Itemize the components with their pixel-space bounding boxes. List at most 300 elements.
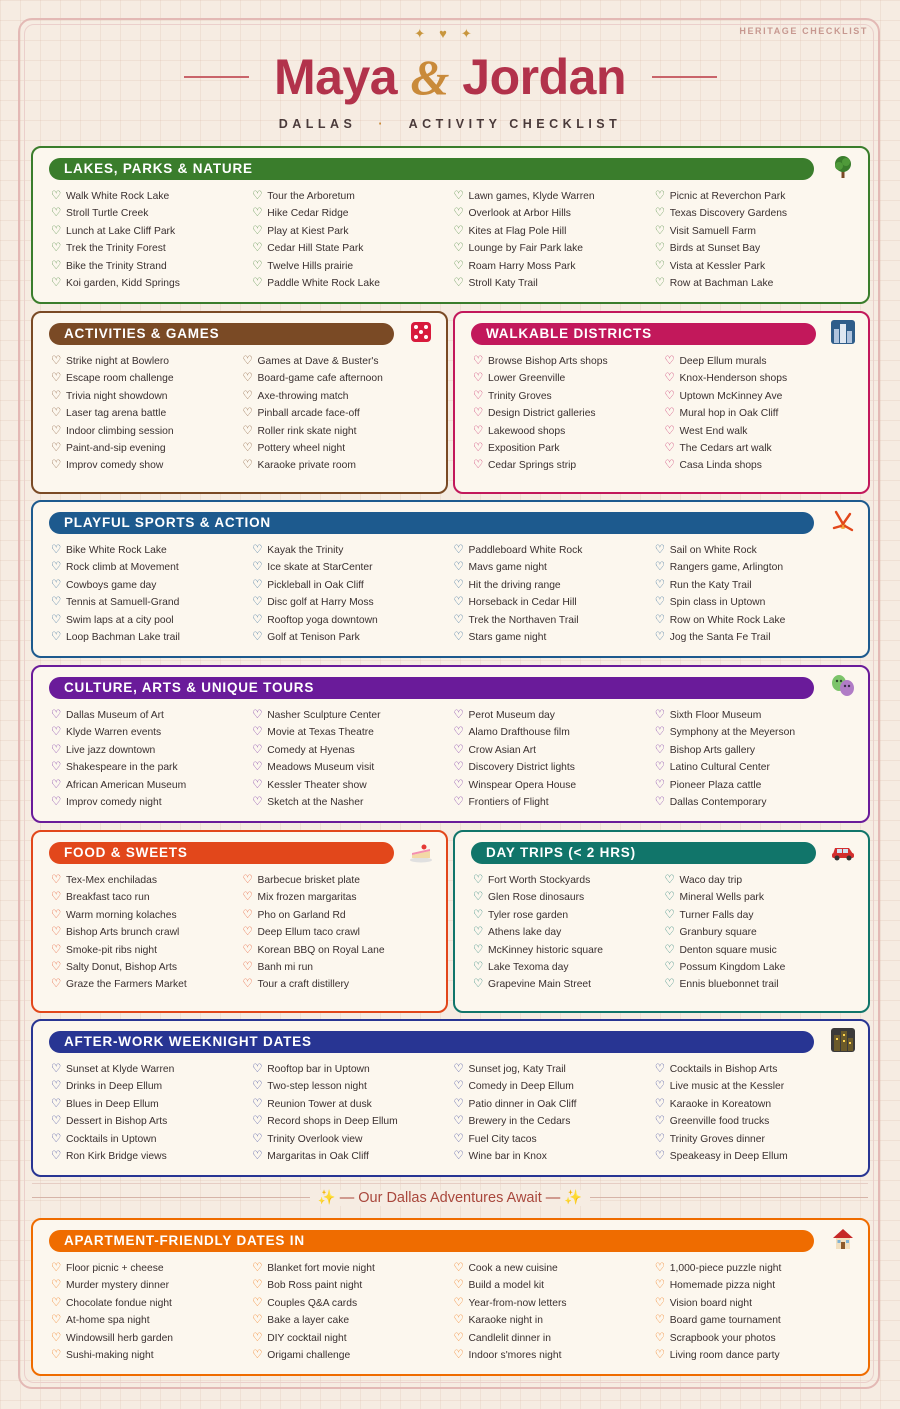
checklist-item[interactable] bbox=[252, 559, 453, 576]
heart-checkbox-icon[interactable]: ♡ bbox=[51, 578, 62, 591]
heart-checkbox-icon[interactable]: ♡ bbox=[51, 1080, 62, 1093]
checklist-item[interactable] bbox=[51, 205, 252, 222]
checklist-item[interactable] bbox=[51, 707, 252, 724]
checklist-item[interactable] bbox=[655, 188, 856, 205]
heart-checkbox-icon[interactable]: ♡ bbox=[654, 242, 666, 255]
checklist-item[interactable] bbox=[51, 440, 243, 457]
checklist-item[interactable] bbox=[665, 889, 857, 906]
heart-checkbox-icon[interactable]: ♡ bbox=[473, 891, 484, 904]
checklist-item[interactable] bbox=[51, 405, 243, 422]
checklist-item[interactable] bbox=[243, 423, 435, 440]
checklist-item[interactable] bbox=[454, 707, 655, 724]
heart-checkbox-icon[interactable]: ♡ bbox=[654, 1132, 666, 1145]
checklist-item[interactable] bbox=[51, 889, 243, 906]
heart-checkbox-icon[interactable]: ♡ bbox=[664, 943, 675, 956]
heart-checkbox-icon[interactable]: ♡ bbox=[252, 544, 263, 556]
checklist-item[interactable] bbox=[454, 1113, 655, 1130]
checklist-item[interactable] bbox=[252, 1113, 453, 1130]
heart-checkbox-icon[interactable]: ♡ bbox=[242, 960, 253, 973]
checklist-item[interactable] bbox=[665, 370, 857, 387]
checklist-item[interactable] bbox=[665, 942, 857, 959]
heart-checkbox-icon[interactable]: ♡ bbox=[252, 1115, 263, 1128]
heart-checkbox-icon[interactable]: ♡ bbox=[252, 795, 263, 808]
checklist-item[interactable] bbox=[473, 388, 665, 405]
checklist-item[interactable] bbox=[473, 924, 665, 941]
heart-checkbox-icon[interactable]: ♡ bbox=[453, 795, 464, 808]
heart-checkbox-icon[interactable]: ♡ bbox=[654, 613, 666, 626]
checklist-item[interactable] bbox=[51, 1148, 252, 1165]
heart-checkbox-icon[interactable]: ♡ bbox=[51, 1149, 62, 1162]
heart-checkbox-icon[interactable]: ♡ bbox=[654, 1063, 666, 1075]
heart-checkbox-icon[interactable]: ♡ bbox=[654, 1331, 666, 1344]
checklist-item[interactable] bbox=[665, 872, 857, 889]
checklist-item[interactable] bbox=[473, 942, 665, 959]
heart-checkbox-icon[interactable]: ♡ bbox=[242, 874, 253, 886]
heart-checkbox-icon[interactable]: ♡ bbox=[252, 761, 263, 774]
checklist-item[interactable] bbox=[655, 205, 856, 222]
heart-checkbox-icon[interactable]: ♡ bbox=[664, 407, 675, 420]
heart-checkbox-icon[interactable]: ♡ bbox=[51, 224, 62, 237]
heart-checkbox-icon[interactable]: ♡ bbox=[51, 978, 62, 991]
checklist-item[interactable] bbox=[655, 1113, 856, 1130]
heart-checkbox-icon[interactable]: ♡ bbox=[51, 441, 62, 454]
checklist-item[interactable] bbox=[51, 1096, 252, 1113]
heart-checkbox-icon[interactable]: ♡ bbox=[654, 207, 666, 220]
heart-checkbox-icon[interactable]: ♡ bbox=[473, 441, 484, 454]
checklist-item[interactable] bbox=[51, 1061, 252, 1078]
checklist-item[interactable] bbox=[243, 942, 435, 959]
checklist-item[interactable] bbox=[473, 976, 665, 993]
checklist-item[interactable] bbox=[243, 959, 435, 976]
heart-checkbox-icon[interactable]: ♡ bbox=[654, 596, 666, 609]
heart-checkbox-icon[interactable]: ♡ bbox=[453, 190, 464, 202]
checklist-item[interactable] bbox=[51, 423, 243, 440]
heart-checkbox-icon[interactable]: ♡ bbox=[473, 960, 484, 973]
heart-checkbox-icon[interactable]: ♡ bbox=[252, 561, 263, 574]
checklist-item[interactable] bbox=[51, 223, 252, 240]
checklist-item[interactable] bbox=[243, 889, 435, 906]
heart-checkbox-icon[interactable]: ♡ bbox=[453, 743, 464, 756]
checklist-item[interactable] bbox=[252, 223, 453, 240]
checklist-item[interactable] bbox=[454, 1061, 655, 1078]
heart-checkbox-icon[interactable]: ♡ bbox=[51, 778, 62, 791]
heart-checkbox-icon[interactable]: ♡ bbox=[242, 459, 253, 472]
checklist-item[interactable] bbox=[243, 405, 435, 422]
heart-checkbox-icon[interactable]: ♡ bbox=[51, 459, 62, 472]
checklist-item[interactable] bbox=[51, 542, 252, 559]
heart-checkbox-icon[interactable]: ♡ bbox=[654, 726, 666, 739]
heart-checkbox-icon[interactable]: ♡ bbox=[664, 908, 675, 921]
checklist-item[interactable] bbox=[454, 559, 655, 576]
heart-checkbox-icon[interactable]: ♡ bbox=[453, 1348, 464, 1361]
heart-checkbox-icon[interactable]: ♡ bbox=[252, 207, 263, 220]
checklist-item[interactable] bbox=[454, 542, 655, 559]
heart-checkbox-icon[interactable]: ♡ bbox=[242, 389, 253, 402]
checklist-item[interactable] bbox=[655, 742, 856, 759]
heart-checkbox-icon[interactable]: ♡ bbox=[654, 276, 666, 289]
heart-checkbox-icon[interactable]: ♡ bbox=[51, 355, 62, 367]
checklist-item[interactable] bbox=[655, 542, 856, 559]
heart-checkbox-icon[interactable]: ♡ bbox=[654, 743, 666, 756]
heart-checkbox-icon[interactable]: ♡ bbox=[252, 259, 263, 272]
heart-checkbox-icon[interactable]: ♡ bbox=[51, 561, 62, 574]
heart-checkbox-icon[interactable]: ♡ bbox=[51, 613, 62, 626]
checklist-item[interactable] bbox=[655, 1295, 856, 1312]
heart-checkbox-icon[interactable]: ♡ bbox=[51, 259, 62, 272]
heart-checkbox-icon[interactable]: ♡ bbox=[51, 795, 62, 808]
checklist-item[interactable] bbox=[454, 258, 655, 275]
heart-checkbox-icon[interactable]: ♡ bbox=[51, 424, 62, 437]
heart-checkbox-icon[interactable]: ♡ bbox=[51, 596, 62, 609]
heart-checkbox-icon[interactable]: ♡ bbox=[252, 1331, 263, 1344]
checklist-item[interactable] bbox=[655, 258, 856, 275]
heart-checkbox-icon[interactable]: ♡ bbox=[242, 407, 253, 420]
heart-checkbox-icon[interactable]: ♡ bbox=[252, 224, 263, 237]
heart-checkbox-icon[interactable]: ♡ bbox=[242, 424, 253, 437]
checklist-item[interactable] bbox=[252, 240, 453, 257]
heart-checkbox-icon[interactable]: ♡ bbox=[664, 891, 675, 904]
checklist-item[interactable] bbox=[252, 1347, 453, 1364]
heart-checkbox-icon[interactable]: ♡ bbox=[51, 1331, 62, 1344]
checklist-item[interactable] bbox=[454, 577, 655, 594]
heart-checkbox-icon[interactable]: ♡ bbox=[252, 778, 263, 791]
heart-checkbox-icon[interactable]: ♡ bbox=[473, 355, 484, 367]
checklist-item[interactable] bbox=[243, 457, 435, 474]
checklist-item[interactable] bbox=[252, 205, 453, 222]
heart-checkbox-icon[interactable]: ♡ bbox=[664, 960, 675, 973]
heart-checkbox-icon[interactable]: ♡ bbox=[473, 926, 484, 939]
checklist-item[interactable] bbox=[51, 724, 252, 741]
checklist-item[interactable] bbox=[252, 1295, 453, 1312]
heart-checkbox-icon[interactable]: ♡ bbox=[453, 1262, 464, 1274]
checklist-item[interactable] bbox=[655, 794, 856, 811]
heart-checkbox-icon[interactable]: ♡ bbox=[242, 372, 253, 385]
checklist-item[interactable] bbox=[51, 759, 252, 776]
heart-checkbox-icon[interactable]: ♡ bbox=[242, 978, 253, 991]
checklist-item[interactable] bbox=[655, 559, 856, 576]
heart-checkbox-icon[interactable]: ♡ bbox=[51, 761, 62, 774]
checklist-item[interactable] bbox=[473, 405, 665, 422]
heart-checkbox-icon[interactable]: ♡ bbox=[51, 1063, 62, 1075]
checklist-item[interactable] bbox=[454, 1078, 655, 1095]
heart-checkbox-icon[interactable]: ♡ bbox=[664, 355, 675, 367]
heart-checkbox-icon[interactable]: ♡ bbox=[453, 224, 464, 237]
checklist-item[interactable] bbox=[252, 724, 453, 741]
heart-checkbox-icon[interactable]: ♡ bbox=[654, 778, 666, 791]
checklist-item[interactable] bbox=[51, 370, 243, 387]
checklist-item[interactable] bbox=[655, 759, 856, 776]
heart-checkbox-icon[interactable]: ♡ bbox=[453, 259, 464, 272]
heart-checkbox-icon[interactable]: ♡ bbox=[252, 1279, 263, 1292]
checklist-item[interactable] bbox=[252, 1131, 453, 1148]
heart-checkbox-icon[interactable]: ♡ bbox=[453, 778, 464, 791]
checklist-item[interactable] bbox=[454, 1295, 655, 1312]
checklist-item[interactable] bbox=[51, 1131, 252, 1148]
heart-checkbox-icon[interactable]: ♡ bbox=[252, 596, 263, 609]
heart-checkbox-icon[interactable]: ♡ bbox=[51, 1314, 62, 1327]
checklist-item[interactable] bbox=[51, 1312, 252, 1329]
checklist-item[interactable] bbox=[655, 777, 856, 794]
checklist-item[interactable] bbox=[473, 423, 665, 440]
heart-checkbox-icon[interactable]: ♡ bbox=[664, 372, 675, 385]
heart-checkbox-icon[interactable]: ♡ bbox=[664, 424, 675, 437]
heart-checkbox-icon[interactable]: ♡ bbox=[51, 1097, 62, 1110]
checklist-item[interactable] bbox=[454, 742, 655, 759]
heart-checkbox-icon[interactable]: ♡ bbox=[453, 1097, 464, 1110]
checklist-item[interactable] bbox=[243, 976, 435, 993]
heart-checkbox-icon[interactable]: ♡ bbox=[453, 544, 464, 556]
heart-checkbox-icon[interactable]: ♡ bbox=[51, 1115, 62, 1128]
checklist-item[interactable] bbox=[252, 188, 453, 205]
heart-checkbox-icon[interactable]: ♡ bbox=[51, 1296, 62, 1309]
heart-checkbox-icon[interactable]: ♡ bbox=[51, 874, 62, 886]
heart-checkbox-icon[interactable]: ♡ bbox=[51, 242, 62, 255]
checklist-item[interactable] bbox=[665, 440, 857, 457]
heart-checkbox-icon[interactable]: ♡ bbox=[51, 926, 62, 939]
checklist-item[interactable] bbox=[51, 1260, 252, 1277]
heart-checkbox-icon[interactable]: ♡ bbox=[252, 1149, 263, 1162]
heart-checkbox-icon[interactable]: ♡ bbox=[473, 908, 484, 921]
checklist-item[interactable] bbox=[243, 388, 435, 405]
heart-checkbox-icon[interactable]: ♡ bbox=[51, 943, 62, 956]
checklist-item[interactable] bbox=[51, 742, 252, 759]
heart-checkbox-icon[interactable]: ♡ bbox=[473, 407, 484, 420]
heart-checkbox-icon[interactable]: ♡ bbox=[51, 389, 62, 402]
heart-checkbox-icon[interactable]: ♡ bbox=[664, 389, 675, 402]
heart-checkbox-icon[interactable]: ♡ bbox=[252, 242, 263, 255]
heart-checkbox-icon[interactable]: ♡ bbox=[664, 926, 675, 939]
checklist-item[interactable] bbox=[655, 275, 856, 292]
checklist-item[interactable] bbox=[454, 275, 655, 292]
checklist-item[interactable] bbox=[243, 924, 435, 941]
heart-checkbox-icon[interactable]: ♡ bbox=[453, 613, 464, 626]
heart-checkbox-icon[interactable]: ♡ bbox=[654, 1149, 666, 1162]
heart-checkbox-icon[interactable]: ♡ bbox=[453, 726, 464, 739]
heart-checkbox-icon[interactable]: ♡ bbox=[453, 596, 464, 609]
checklist-item[interactable] bbox=[665, 976, 857, 993]
checklist-item[interactable] bbox=[51, 612, 252, 629]
checklist-item[interactable] bbox=[252, 542, 453, 559]
heart-checkbox-icon[interactable]: ♡ bbox=[252, 613, 263, 626]
checklist-item[interactable] bbox=[252, 577, 453, 594]
heart-checkbox-icon[interactable]: ♡ bbox=[453, 1296, 464, 1309]
heart-checkbox-icon[interactable]: ♡ bbox=[453, 1080, 464, 1093]
checklist-item[interactable] bbox=[51, 353, 243, 370]
heart-checkbox-icon[interactable]: ♡ bbox=[453, 1279, 464, 1292]
checklist-item[interactable] bbox=[252, 794, 453, 811]
checklist-item[interactable] bbox=[51, 577, 252, 594]
heart-checkbox-icon[interactable]: ♡ bbox=[51, 1348, 62, 1361]
checklist-item[interactable] bbox=[655, 724, 856, 741]
checklist-item[interactable] bbox=[655, 1131, 856, 1148]
checklist-item[interactable] bbox=[454, 1096, 655, 1113]
checklist-item[interactable] bbox=[51, 258, 252, 275]
heart-checkbox-icon[interactable]: ♡ bbox=[453, 1314, 464, 1327]
heart-checkbox-icon[interactable]: ♡ bbox=[453, 578, 464, 591]
checklist-item[interactable] bbox=[473, 872, 665, 889]
checklist-item[interactable] bbox=[655, 1277, 856, 1294]
checklist-item[interactable] bbox=[454, 594, 655, 611]
checklist-item[interactable] bbox=[454, 223, 655, 240]
heart-checkbox-icon[interactable]: ♡ bbox=[453, 1115, 464, 1128]
heart-checkbox-icon[interactable]: ♡ bbox=[453, 1149, 464, 1162]
checklist-item[interactable] bbox=[665, 353, 857, 370]
checklist-item[interactable] bbox=[655, 223, 856, 240]
checklist-item[interactable] bbox=[454, 777, 655, 794]
checklist-item[interactable] bbox=[655, 612, 856, 629]
checklist-item[interactable] bbox=[252, 258, 453, 275]
heart-checkbox-icon[interactable]: ♡ bbox=[654, 1314, 666, 1327]
heart-checkbox-icon[interactable]: ♡ bbox=[654, 1262, 666, 1274]
heart-checkbox-icon[interactable]: ♡ bbox=[664, 459, 675, 472]
checklist-item[interactable] bbox=[454, 1330, 655, 1347]
checklist-item[interactable] bbox=[51, 629, 252, 646]
checklist-item[interactable] bbox=[655, 1096, 856, 1113]
heart-checkbox-icon[interactable]: ♡ bbox=[473, 389, 484, 402]
checklist-item[interactable] bbox=[252, 594, 453, 611]
heart-checkbox-icon[interactable]: ♡ bbox=[654, 544, 666, 556]
heart-checkbox-icon[interactable]: ♡ bbox=[654, 578, 666, 591]
heart-checkbox-icon[interactable]: ♡ bbox=[242, 926, 253, 939]
heart-checkbox-icon[interactable]: ♡ bbox=[453, 1132, 464, 1145]
heart-checkbox-icon[interactable]: ♡ bbox=[252, 1296, 263, 1309]
heart-checkbox-icon[interactable]: ♡ bbox=[242, 943, 253, 956]
checklist-item[interactable] bbox=[51, 388, 243, 405]
checklist-item[interactable] bbox=[243, 440, 435, 457]
heart-checkbox-icon[interactable]: ♡ bbox=[453, 709, 464, 721]
checklist-item[interactable] bbox=[655, 240, 856, 257]
checklist-item[interactable] bbox=[655, 1347, 856, 1364]
checklist-item[interactable] bbox=[252, 275, 453, 292]
heart-checkbox-icon[interactable]: ♡ bbox=[473, 874, 484, 886]
checklist-item[interactable] bbox=[51, 559, 252, 576]
heart-checkbox-icon[interactable]: ♡ bbox=[51, 891, 62, 904]
heart-checkbox-icon[interactable]: ♡ bbox=[654, 1097, 666, 1110]
checklist-item[interactable] bbox=[454, 1347, 655, 1364]
checklist-item[interactable] bbox=[252, 1260, 453, 1277]
heart-checkbox-icon[interactable]: ♡ bbox=[51, 908, 62, 921]
checklist-item[interactable] bbox=[243, 353, 435, 370]
checklist-item[interactable] bbox=[51, 872, 243, 889]
heart-checkbox-icon[interactable]: ♡ bbox=[473, 943, 484, 956]
heart-checkbox-icon[interactable]: ♡ bbox=[252, 1348, 263, 1361]
checklist-item[interactable] bbox=[454, 1260, 655, 1277]
heart-checkbox-icon[interactable]: ♡ bbox=[654, 1296, 666, 1309]
heart-checkbox-icon[interactable]: ♡ bbox=[252, 190, 263, 202]
checklist-item[interactable] bbox=[51, 594, 252, 611]
heart-checkbox-icon[interactable]: ♡ bbox=[252, 1080, 263, 1093]
checklist-item[interactable] bbox=[252, 1277, 453, 1294]
checklist-item[interactable] bbox=[51, 976, 243, 993]
checklist-item[interactable] bbox=[243, 872, 435, 889]
heart-checkbox-icon[interactable]: ♡ bbox=[453, 1063, 464, 1075]
heart-checkbox-icon[interactable]: ♡ bbox=[453, 561, 464, 574]
checklist-item[interactable] bbox=[51, 1295, 252, 1312]
checklist-item[interactable] bbox=[252, 1312, 453, 1329]
heart-checkbox-icon[interactable]: ♡ bbox=[51, 1262, 62, 1274]
checklist-item[interactable] bbox=[51, 924, 243, 941]
checklist-item[interactable] bbox=[252, 612, 453, 629]
heart-checkbox-icon[interactable]: ♡ bbox=[252, 709, 263, 721]
checklist-item[interactable] bbox=[454, 1277, 655, 1294]
heart-checkbox-icon[interactable]: ♡ bbox=[654, 1115, 666, 1128]
heart-checkbox-icon[interactable]: ♡ bbox=[654, 561, 666, 574]
heart-checkbox-icon[interactable]: ♡ bbox=[51, 709, 62, 721]
heart-checkbox-icon[interactable]: ♡ bbox=[654, 259, 666, 272]
checklist-item[interactable] bbox=[252, 707, 453, 724]
heart-checkbox-icon[interactable]: ♡ bbox=[51, 372, 62, 385]
checklist-item[interactable] bbox=[51, 1330, 252, 1347]
heart-checkbox-icon[interactable]: ♡ bbox=[473, 459, 484, 472]
checklist-item[interactable] bbox=[252, 629, 453, 646]
heart-checkbox-icon[interactable]: ♡ bbox=[473, 372, 484, 385]
heart-checkbox-icon[interactable]: ♡ bbox=[252, 726, 263, 739]
heart-checkbox-icon[interactable]: ♡ bbox=[51, 1279, 62, 1292]
heart-checkbox-icon[interactable]: ♡ bbox=[252, 630, 263, 643]
heart-checkbox-icon[interactable]: ♡ bbox=[51, 630, 62, 643]
checklist-item[interactable] bbox=[51, 457, 243, 474]
heart-checkbox-icon[interactable]: ♡ bbox=[51, 743, 62, 756]
heart-checkbox-icon[interactable]: ♡ bbox=[654, 630, 666, 643]
checklist-item[interactable] bbox=[51, 959, 243, 976]
heart-checkbox-icon[interactable]: ♡ bbox=[654, 1080, 666, 1093]
heart-checkbox-icon[interactable]: ♡ bbox=[51, 207, 62, 220]
heart-checkbox-icon[interactable]: ♡ bbox=[473, 978, 484, 991]
heart-checkbox-icon[interactable]: ♡ bbox=[51, 276, 62, 289]
heart-checkbox-icon[interactable]: ♡ bbox=[51, 407, 62, 420]
checklist-item[interactable] bbox=[51, 942, 243, 959]
heart-checkbox-icon[interactable]: ♡ bbox=[453, 1331, 464, 1344]
checklist-item[interactable] bbox=[454, 629, 655, 646]
checklist-item[interactable] bbox=[655, 1061, 856, 1078]
heart-checkbox-icon[interactable]: ♡ bbox=[242, 355, 253, 367]
heart-checkbox-icon[interactable]: ♡ bbox=[252, 1132, 263, 1145]
checklist-item[interactable] bbox=[655, 577, 856, 594]
checklist-item[interactable] bbox=[655, 629, 856, 646]
checklist-item[interactable] bbox=[665, 924, 857, 941]
checklist-item[interactable] bbox=[454, 612, 655, 629]
heart-checkbox-icon[interactable]: ♡ bbox=[252, 1314, 263, 1327]
checklist-item[interactable] bbox=[252, 1330, 453, 1347]
heart-checkbox-icon[interactable]: ♡ bbox=[242, 891, 253, 904]
checklist-item[interactable] bbox=[655, 1148, 856, 1165]
checklist-item[interactable] bbox=[665, 423, 857, 440]
heart-checkbox-icon[interactable]: ♡ bbox=[654, 224, 666, 237]
checklist-item[interactable] bbox=[51, 1347, 252, 1364]
heart-checkbox-icon[interactable]: ♡ bbox=[51, 1132, 62, 1145]
checklist-item[interactable] bbox=[454, 188, 655, 205]
checklist-item[interactable] bbox=[655, 1312, 856, 1329]
heart-checkbox-icon[interactable]: ♡ bbox=[252, 578, 263, 591]
checklist-item[interactable] bbox=[252, 759, 453, 776]
checklist-item[interactable] bbox=[473, 889, 665, 906]
checklist-item[interactable] bbox=[473, 959, 665, 976]
heart-checkbox-icon[interactable]: ♡ bbox=[664, 874, 675, 886]
heart-checkbox-icon[interactable]: ♡ bbox=[252, 1262, 263, 1274]
heart-checkbox-icon[interactable]: ♡ bbox=[51, 190, 62, 202]
checklist-item[interactable] bbox=[473, 370, 665, 387]
checklist-item[interactable] bbox=[454, 205, 655, 222]
checklist-item[interactable] bbox=[473, 457, 665, 474]
checklist-item[interactable] bbox=[252, 1096, 453, 1113]
checklist-item[interactable] bbox=[454, 1131, 655, 1148]
heart-checkbox-icon[interactable]: ♡ bbox=[654, 761, 666, 774]
heart-checkbox-icon[interactable]: ♡ bbox=[51, 544, 62, 556]
checklist-item[interactable] bbox=[473, 907, 665, 924]
checklist-item[interactable] bbox=[655, 1260, 856, 1277]
checklist-item[interactable] bbox=[473, 440, 665, 457]
checklist-item[interactable] bbox=[51, 240, 252, 257]
